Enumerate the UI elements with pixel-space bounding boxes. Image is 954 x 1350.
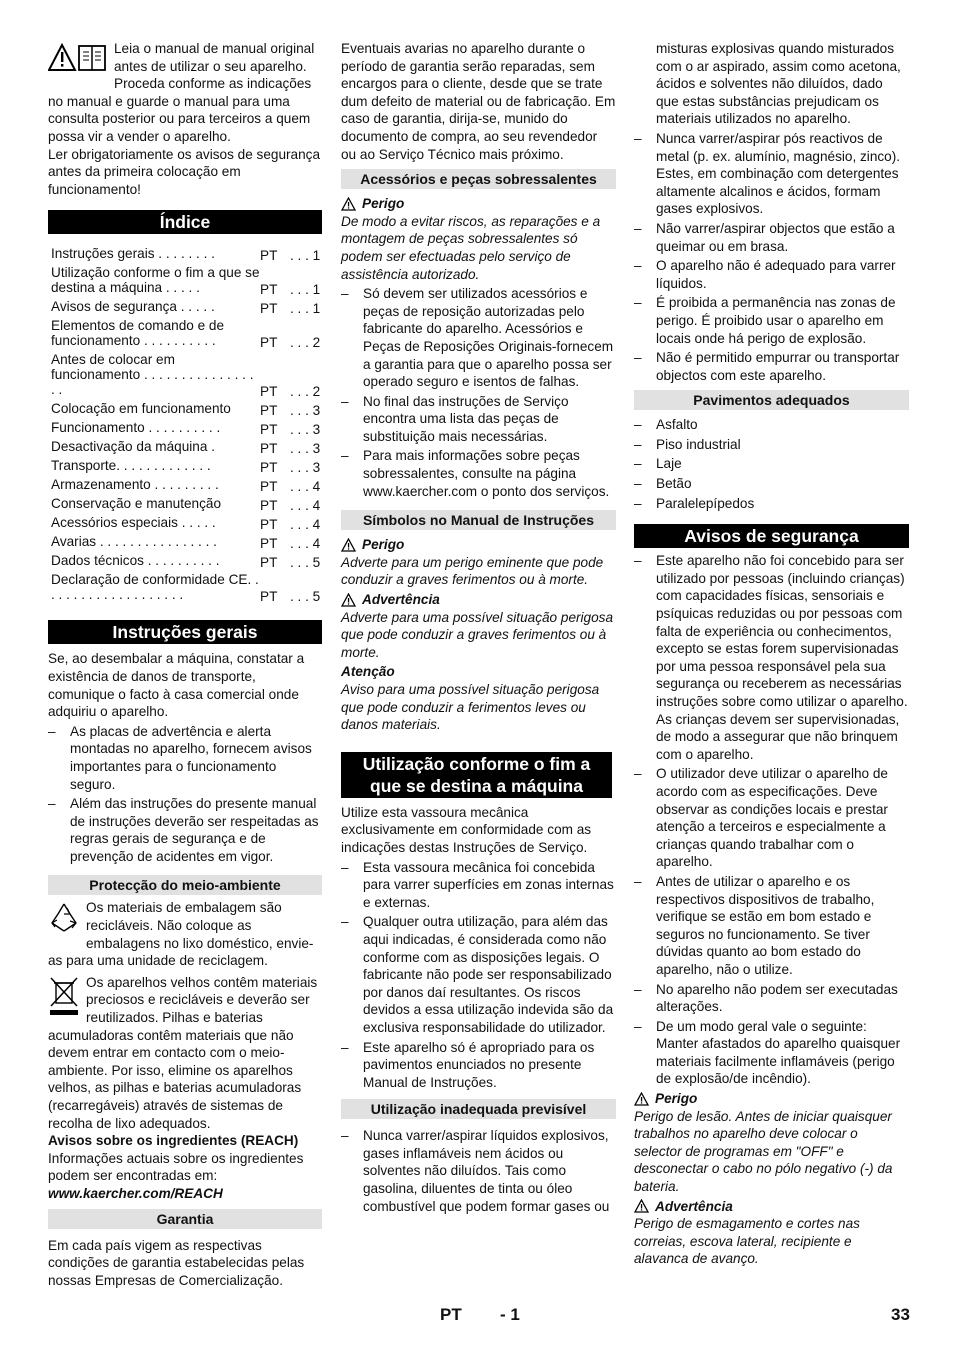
list-item: – No aparelho não podem ser executadas alterações. <box>634 981 898 1015</box>
perigo-heading <box>634 1090 909 1108</box>
env-title: Protecção do meio-ambiente <box>48 875 322 895</box>
recycle-icon <box>48 901 80 935</box>
list-item: – As placas de advertência e alerta montadas no aparelho, fornecem avisos importantes para o funcionamento seguro. <box>48 723 312 792</box>
acc-warn-label: Perigo <box>362 196 405 212</box>
toc-name: Armazenamento . . . . . . . . . <box>51 477 219 493</box>
toc-lang: PT <box>260 422 278 438</box>
list-item: – Paralelepípedos <box>634 495 755 511</box>
toc-name: Funcionamento . . . . . . . . . . <box>51 420 221 436</box>
intro-safety-text: Ler obrigatoriamente os avisos de segurança antes da primeira colocação em funcionamento! <box>48 146 321 197</box>
toc-row[interactable] <box>48 437 322 456</box>
list-item: – Não é permitido empurrar ou transportar objectos com este aparelho. <box>634 350 900 383</box>
column-1 <box>48 40 322 1289</box>
perigo-text: Perigo de lesão. Antes de iniciar quaisquer trabalhos no aparelho deve colocar o selector de programas em "OFF" e desconectar o cabo no pólo negativo (-) da bateria. <box>634 1108 893 1195</box>
toc-page: . . . 4 <box>290 517 321 533</box>
toc-name: Elementos de comando e de funcionamento . . . . . . . . . . <box>51 318 225 349</box>
toc-page: . . . 5 <box>290 589 321 605</box>
toc-table <box>48 244 322 604</box>
toc-row[interactable] <box>48 263 322 297</box>
toc-row[interactable] <box>48 316 322 350</box>
toc-title: Índice <box>48 210 322 234</box>
toc-row[interactable] <box>48 551 322 570</box>
perigo-label: Perigo <box>655 1091 698 1107</box>
env-text-2: Os aparelhos velhos contêm materiais preciosos e recicláveis e deverão ser reutilizados. Pilhas e baterias acumuladoras contêm materiais que não devem entrar em contacto com o meio-ambiente. Por isso, elimine os aparelhos velhos, as pilhas e baterias acumuladoras (recarregáveis) através de sistemas de recolha de lixo adequados. <box>48 974 318 1131</box>
acc-title: Acessórios e peças sobressalentes <box>341 169 616 189</box>
use-text: Utilize esta vassoura mecânica exclusivamente em conformidade com as indicações destas Instruções de Serviço. <box>341 804 592 855</box>
toc-page: . . . 1 <box>290 248 321 264</box>
misuse-title: Utilização inadequada previsível <box>341 1099 616 1119</box>
list-item: – Esta vassoura mecânica foi concebida para varrer superfícies em zonas internas e externas. <box>341 859 614 910</box>
reach-text: Informações actuais sobre os ingredientes podem ser encontradas em: <box>48 1150 304 1184</box>
toc-page: . . . 3 <box>290 441 321 457</box>
warning-icon <box>341 593 356 607</box>
list-item: – Antes de utilizar o aparelho e os respectivos dispositivos de trabalho, verifique se estão em bom estado e seguros no funcionamento. Se tiver dúvidas quanto ao bom estado do aparelho, não o utilize. <box>634 873 875 977</box>
toc-row[interactable] <box>48 350 322 399</box>
list-item: – Só devem ser utilizados acessórios e peças de reposição autorizadas pelo fabricante do aparelho. Acessórios e Peças de Reposições Originais-fornecem a garantia para que o aparelho possa ser operado seguro e isentos de falhas. <box>341 286 614 390</box>
misuse-list <box>634 130 909 384</box>
sym-perigo-heading <box>341 536 616 554</box>
toc-lang: PT <box>260 403 278 419</box>
toc-row[interactable] <box>48 494 322 513</box>
warning-icon <box>634 1092 649 1106</box>
misuse-cont: misturas explosivas quando misturados com o ar aspirado, assim como acetona, ácidos e solventes não diluídos, dado que estas substâncias prejudicam os materiais utilizados no aparelho. <box>656 41 901 127</box>
toc-lang: PT <box>260 335 278 351</box>
adv-text: Perigo de esmagamento e cortes nas correias, escova lateral, recipiente e alavanca de avanço. <box>634 1216 860 1267</box>
toc-lang: PT <box>260 555 278 571</box>
toc-row[interactable] <box>48 297 322 316</box>
safety-title: Avisos de segurança <box>634 524 909 548</box>
list-item: – No final das instruções de Serviço encontra uma lista das peças de substituição mais necessárias. <box>341 393 569 444</box>
list-item: – Betão <box>634 476 692 492</box>
toc-row[interactable] <box>48 570 322 604</box>
general-title: Instruções gerais <box>48 620 322 644</box>
list-item: – Este aparelho não foi concebido para ser utilizado por pessoas (incluindo crianças) com capacidades físicas, sensoriais e psíquicas reduzidas ou por pessoas com falta de experiência ou conhecimentos, excepto se estas forem supervisionadas por uma pessoa responsável pela sua segurança ou receberem as necessárias instruções sobre como utilizar o aparelho. As crianças devem ser supervisionadas, de modo a assegurar que não brinquem com o aparelho. <box>634 553 908 762</box>
sym-title: Símbolos no Manual de Instruções <box>341 510 616 530</box>
toc-lang: PT <box>260 498 278 514</box>
list-item: – Qualquer outra utilização, para além das aqui indicadas, é considerada como não conforme com as disposições legais. O fabricante não pode ser responsabilizado por danos daí resultantes. Os riscos devidos a essa utilização indevida são da exclusiva responsabilidade do utilizador. <box>341 914 614 1035</box>
toc-row[interactable] <box>48 399 322 418</box>
warning-manual-icon <box>48 42 108 76</box>
list-item: – Laje <box>634 456 682 472</box>
toc-lang: PT <box>260 536 278 552</box>
toc-page: . . . 5 <box>290 555 321 571</box>
use-title: Utilização conforme o fim a que se destina a máquina <box>341 752 612 798</box>
toc-name: Utilização conforme o fim a que se destina a máquina . . . . . <box>51 265 260 296</box>
toc-page: . . . 1 <box>290 301 321 317</box>
toc-name: Colocação em funcionamento <box>51 401 231 417</box>
toc-page: . . . 1 <box>290 282 321 298</box>
adv-label: Advertência <box>655 1198 733 1214</box>
adv-heading <box>634 1198 909 1216</box>
toc-name: Dados técnicos . . . . . . . . . . <box>51 553 220 569</box>
footer-page-number: 33 <box>891 1305 910 1324</box>
warranty-title: Garantia <box>48 1209 322 1229</box>
toc-lang: PT <box>260 301 278 317</box>
toc-name: Declaração de conformidade CE. . . . . . . . . . . . . . . . . . . . <box>51 572 259 603</box>
sym-att-text: Aviso para uma possível situação perigosa que pode conduzir a ferimentos leves ou danos materiais. <box>341 682 600 733</box>
toc-name: Antes de colocar em funcionamento . . . . . . . . . . . . . . . . . <box>51 352 254 398</box>
column-2 <box>341 40 616 1215</box>
warning-icon <box>634 1199 649 1213</box>
warning-icon <box>341 538 356 552</box>
toc-row[interactable] <box>48 456 322 475</box>
toc-lang: PT <box>260 479 278 495</box>
toc-page: . . . 3 <box>290 422 321 438</box>
list-item: – O utilizador deve utilizar o aparelho de acordo com as especificações. Deve observar as condições locais e prestar atenção a terceiros e especialmente a crianças quando trabalhar com o aparelho. <box>634 766 888 870</box>
toc-row[interactable] <box>48 475 322 494</box>
list-item: – Nunca varrer/aspirar pós reactivos de metal (p. ex. alumínio, magnésio, zinco). Estes, em combinação com detergentes altamente alcalinos e ácidos, formam gases explosivos. <box>634 130 901 217</box>
warranty-cont-text: Eventuais avarias no aparelho durante o período de garantia serão reparadas, sem encargos para o cliente, desde que se trate dum defeito de material ou de fabricação. Em caso de garantia, dirija-se, munido do documento de compra, ao seu revendedor ou ao Serviço Técnico mais próximo. <box>341 41 616 162</box>
footer-lang: PT <box>440 1305 462 1324</box>
toc-page: . . . 3 <box>290 460 321 476</box>
list-item: – Asfalto <box>634 417 698 433</box>
reach-link[interactable]: www.kaercher.com/REACH <box>48 1185 223 1201</box>
toc-page: . . . 4 <box>290 479 321 495</box>
footer-local-page: - 1 <box>500 1305 520 1324</box>
sym-perigo-text: Adverte para um perigo eminente que pode conduzir a graves ferimentos ou à morte. <box>341 554 604 588</box>
toc-lang: PT <box>260 248 278 264</box>
general-text: Se, ao desembalar a máquina, constatar a existência de danos de transporte, comunique o facto à casa comercial onde adquiriu o aparelho. <box>48 651 305 720</box>
toc-lang: PT <box>260 282 278 298</box>
warranty-text: Em cada país vigem as respectivas condições de garantia estabelecidas pelas nossas Empresas de Comercialização. <box>48 1237 305 1288</box>
crossed-bin-icon <box>48 976 80 1016</box>
list-item: – Este aparelho só é apropriado para os pavimentos enunciados no presente Manual de Instruções. <box>341 1039 595 1090</box>
list-item: – Não varrer/aspirar objectos que estão a queimar ou em brasa. <box>634 220 895 254</box>
column-3 <box>634 40 909 1268</box>
sym-adv-label: Advertência <box>362 592 440 608</box>
safety-list <box>634 552 909 1088</box>
toc-name: Acessórios especiais . . . . . <box>51 515 216 531</box>
misuse-item: – Nunca varrer/aspirar líquidos explosivos, gases inflamáveis nem ácidos ou solventes não diluídos. Tais como gasolina, diluentes de tinta ou óleo combustível que podem formar gases ou <box>341 1128 610 1214</box>
toc-row[interactable] <box>48 513 322 532</box>
env-block-1 <box>48 899 322 969</box>
toc-name: Transporte. . . . . . . . . . . . . <box>51 458 211 474</box>
sym-perigo-label: Perigo <box>362 537 405 553</box>
toc-lang: PT <box>260 441 278 457</box>
reach-title: Avisos sobre os ingredientes (REACH) <box>48 1133 299 1149</box>
toc-name: Avarias . . . . . . . . . . . . . . . . <box>51 534 217 550</box>
toc-row[interactable] <box>48 244 322 263</box>
sym-att-heading <box>341 663 616 681</box>
acc-warn-text: De modo a evitar riscos, as reparações e a montagem de peças sobressalentes só podem ser efectuadas pelo serviço de assistência autorizado. <box>341 213 601 282</box>
toc-name: Instruções gerais . . . . . . . . <box>51 246 215 262</box>
toc-page: . . . 3 <box>290 403 321 419</box>
list-item: – O aparelho não é adequado para varrer líquidos. <box>634 258 896 291</box>
general-list <box>48 723 322 866</box>
sym-adv-text: Adverte para uma possível situação perigosa que pode conduzir a graves ferimentos ou à morte. <box>341 609 614 660</box>
env-text-1: Os materiais de embalagem são recicláveis. Não coloque as embalagens no lixo doméstico, envie-as para uma unidade de reciclagem. <box>48 900 314 969</box>
acc-list <box>341 285 616 500</box>
toc-lang: PT <box>260 517 278 533</box>
toc-page: . . . 4 <box>290 498 321 514</box>
list-item: – É proibida a permanência nas zonas de perigo. É proibido usar o aparelho em locais onde há perigo de explosão. <box>634 295 896 346</box>
acc-warn-heading <box>341 195 616 213</box>
toc-row[interactable] <box>48 418 322 437</box>
toc-page: . . . 2 <box>290 335 321 351</box>
toc-lang: PT <box>260 460 278 476</box>
toc-name: Desactivação da máquina . <box>51 439 215 455</box>
toc-lang: PT <box>260 589 278 605</box>
sym-adv-heading <box>341 591 616 609</box>
toc-row[interactable] <box>48 532 322 551</box>
toc-name: Avisos de segurança . . . . . <box>51 299 215 315</box>
sym-att-label: Atenção <box>341 664 395 680</box>
floor-title: Pavimentos adequados <box>634 390 909 410</box>
list-item: – Piso industrial <box>634 436 741 452</box>
env-block-2 <box>48 974 322 1132</box>
toc-name: Conservação e manutenção <box>51 496 222 512</box>
list-item: – De um modo geral vale o seguinte: Manter afastados do aparelho quaisquer materiais facilmente inflamáveis (perigo de explosão/de incêndio). <box>634 1018 901 1087</box>
intro-text: Leia o manual de manual original antes de utilizar o seu aparelho. Proceda conforme as indicações no manual e guarde o manual para uma consulta posterior ou para terceiros a quem possa vir a vender o aparelho. <box>48 41 315 144</box>
warning-icon <box>341 197 356 211</box>
toc-page: . . . 4 <box>290 536 321 552</box>
floor-list <box>634 416 909 512</box>
list-item: – Para mais informações sobre peças sobressalentes, consulte na página www.kaercher.com o ponto dos serviços. <box>341 448 610 499</box>
use-list <box>341 859 616 1092</box>
toc-lang: PT <box>260 384 278 400</box>
list-item: – Além das instruções do presente manual de instruções deverão ser respeitadas as regras gerais de segurança e de prevenção de acidentes em vigor. <box>48 796 319 864</box>
intro-block <box>48 40 322 198</box>
toc-page: . . . 2 <box>290 384 321 400</box>
